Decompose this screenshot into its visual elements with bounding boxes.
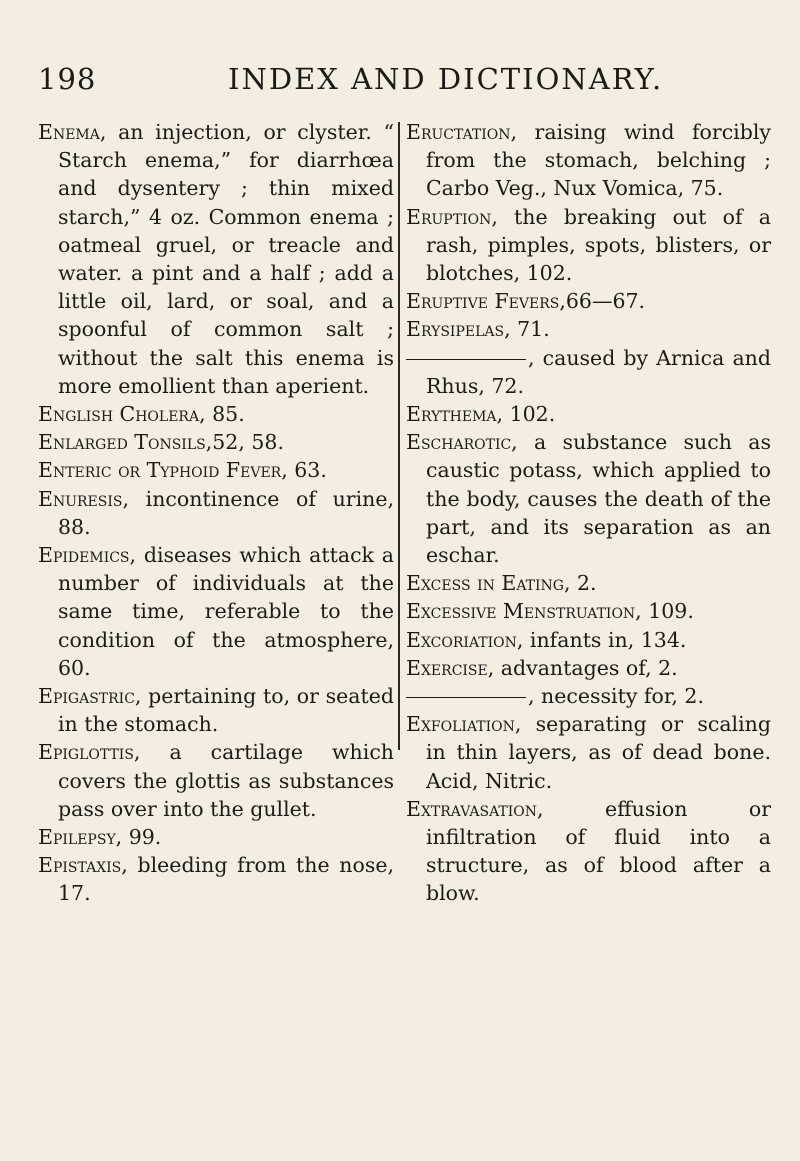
dictionary-entry — [406, 287, 771, 315]
entry-definition: 52, 58. — [212, 430, 284, 455]
entry-definition: infants in, 134. — [523, 627, 687, 652]
entry-definition: 99. — [122, 825, 162, 850]
page-header — [38, 62, 760, 102]
entry-headword: Epilepsy, — [38, 825, 123, 850]
entry-definition: pertaining to, or seated in the stomach. — [58, 684, 394, 737]
dictionary-entry — [406, 710, 771, 795]
dictionary-entry — [406, 795, 771, 908]
entry-definition: diseases which attack a number of individuals at the same time, referable to the condition of the atmosphere, 60. — [58, 543, 394, 680]
dictionary-entry — [38, 851, 394, 907]
entry-headword: Epigastric, — [38, 684, 142, 709]
ditto-dash — [406, 697, 526, 698]
entry-headword: Excess in Eating, — [406, 571, 571, 596]
dictionary-entry — [38, 485, 394, 541]
dictionary-entry — [406, 569, 771, 597]
entry-headword: Eruptive Fevers, — [406, 289, 566, 314]
entry-definition: 102. — [503, 402, 556, 427]
right-column — [406, 118, 771, 908]
entry-headword: Erythema, — [406, 402, 504, 427]
dictionary-entry — [406, 203, 771, 288]
entry-headword: Eructation, — [406, 120, 518, 144]
dictionary-entry — [38, 456, 394, 484]
dictionary-entry — [38, 541, 394, 682]
dictionary-entry — [38, 400, 394, 428]
page-number: 198 — [38, 62, 97, 96]
running-title: INDEX AND DICTIONARY. — [228, 62, 664, 96]
entry-headword: Exfoliation, — [406, 712, 522, 737]
entry-headword: Enteric or Typhoid Fever, — [38, 458, 288, 483]
dictionary-entry — [38, 823, 394, 851]
entry-headword: Excoriation, — [406, 627, 524, 652]
entry-headword: Excessive Menstruation, — [406, 599, 642, 624]
entry-definition: , caused by Arnica and Rhus, 72. — [426, 345, 771, 398]
entry-headword: Extravasation, — [406, 796, 544, 821]
dictionary-entry — [38, 682, 394, 738]
entry-definition: bleeding from the nose, 17. — [58, 853, 394, 906]
entry-headword: Escharotic, — [406, 430, 518, 455]
entry-definition: 63. — [287, 458, 327, 483]
dictionary-entry — [406, 682, 771, 710]
dictionary-entry — [406, 654, 771, 682]
entry-definition: effusion or infiltration of fluid into a structure, as of blood after a blow. — [426, 796, 771, 906]
dictionary-entry — [406, 626, 771, 654]
entry-headword: Enuresis, — [38, 486, 130, 511]
entry-headword: Enlarged Tonsils, — [38, 430, 213, 455]
entry-definition: 66—67. — [565, 289, 646, 314]
entry-headword: Enema, — [38, 120, 107, 144]
entry-headword: Epistaxis, — [38, 853, 128, 878]
dictionary-entry — [38, 118, 394, 400]
dictionary-entry — [38, 428, 394, 456]
dictionary-entry — [406, 400, 771, 428]
entry-headword: Exercise, — [406, 655, 495, 680]
dictionary-entry — [406, 597, 771, 625]
dictionary-entry — [406, 428, 771, 569]
column-divider — [398, 122, 400, 750]
entry-definition: the breaking out of a rash, pimples, spots, blisters, or blotches, 102. — [426, 204, 771, 286]
entry-headword: English Cholera, — [38, 402, 206, 427]
dictionary-entry — [406, 118, 771, 203]
left-column — [38, 118, 394, 908]
entry-definition: incontinence of urine, 88. — [58, 486, 394, 539]
dictionary-entry — [406, 344, 771, 400]
entry-definition: a cartilage which covers the glottis as substances pass over into the gullet. — [58, 740, 394, 821]
dictionary-entry — [406, 315, 771, 343]
entry-definition: advantages of, 2. — [494, 655, 678, 680]
ditto-dash — [406, 359, 526, 360]
entry-definition: raising wind forcibly from the stomach, belching ; Carbo Veg., Nux Vomica, 75. — [426, 120, 771, 201]
entry-definition: 71. — [510, 317, 550, 342]
entry-definition: an injection, or clyster. “ Starch enema,” for diarrhœa and dysentery ; thin mixed starch,” 4 oz. Common enema ; oatmeal gruel, or treacle and water. a pint and a half ; add a little oil, lard, or soal, and a spoonful of common salt ; without the salt this enema is more emollient than aperient. — [58, 120, 394, 398]
entry-definition: separating or scaling in thin layers, as of dead bone. Acid, Nitric. — [426, 712, 771, 793]
entry-definition: 85. — [205, 402, 245, 427]
entry-definition: 109. — [641, 599, 694, 624]
entry-headword: Epiglottis, — [38, 740, 141, 765]
entry-headword: Erysipelas, — [406, 317, 511, 342]
dictionary-entry — [38, 738, 394, 823]
entry-definition: a substance such as caustic potass, which applied to the body, causes the death of the part, and its separation as an eschar. — [426, 430, 771, 568]
entry-definition: 2. — [570, 571, 597, 596]
entry-definition: , necessity for, 2. — [528, 684, 704, 709]
entry-headword: Eruption, — [406, 204, 498, 229]
entry-headword: Epidemics, — [38, 543, 137, 568]
